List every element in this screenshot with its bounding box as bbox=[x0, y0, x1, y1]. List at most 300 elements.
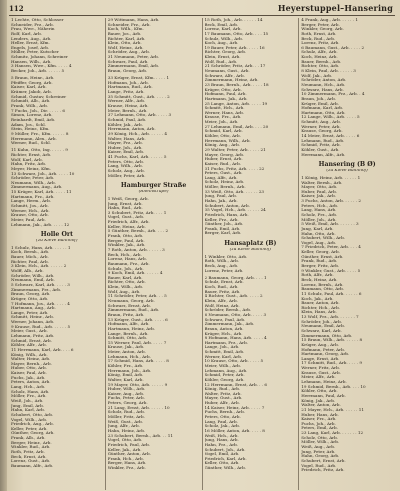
directory-entry: Schubert, Joh., Arb. bbox=[204, 447, 246, 452]
directory-entry: 3 Fuchs, Anton, Arb. . . . . . 2 bbox=[301, 199, 361, 204]
directory-entry: Müller, Peter, Kutscher bbox=[11, 50, 59, 55]
directory-entry: Meier, Anton, Arb. bbox=[107, 350, 146, 355]
directory-entry: Krause, Frz., Arb. bbox=[204, 115, 242, 120]
directory-entry: Kaiser, Frz., Arb. bbox=[301, 417, 337, 422]
directory-entry: Köhler, Georg, Arb. bbox=[204, 377, 245, 382]
directory-entry: Schröder, Joh., Arb. bbox=[301, 319, 343, 324]
directory-entry: Köhler, Otto, Arb. bbox=[301, 389, 338, 394]
directory-entry: Meier, Bernh., Arb. bbox=[107, 108, 148, 113]
directory-entry: Kaiser, Paul, Arb. bbox=[11, 371, 47, 376]
directory-entry: Hahn, Otto, Arb. bbox=[301, 231, 336, 236]
directory-entry: 9 Müller, Frz., Kfm. . . . . . 8 bbox=[11, 131, 69, 136]
directory-entry: Winkler, Georg, Arb. bbox=[301, 27, 344, 32]
directory-entry: Schmid, Gustav, Schreiner bbox=[11, 94, 67, 99]
directory-entry: Schmitz, Johann, Schreiner bbox=[11, 55, 68, 60]
directory-entry: Friedrich, Karl, Arb. bbox=[204, 456, 247, 461]
directory-entry: Keller, Peter, Arb. bbox=[11, 426, 48, 431]
directory-entry: 12 Lange, Wilh., Arb. . . . . 5 bbox=[301, 115, 360, 120]
directory-entry: 12 Herrmann, Ernst, Arb. . . 6 bbox=[204, 382, 267, 387]
directory-entry: Herrmann, Joh., Arb. bbox=[107, 368, 152, 373]
directory-entry: Kaiser, Karl, Arb. bbox=[11, 85, 47, 90]
column-4 bbox=[299, 18, 395, 490]
directory-entry: Braun, Georg, Arb. bbox=[11, 292, 51, 297]
directory-entry: Lange, Ernst, Arb. bbox=[301, 356, 340, 361]
directory-entry: 10 Krause, Otto, Arb. . . . . 5 bbox=[204, 359, 264, 364]
directory-entry: Hofmann, Karl, Arb. bbox=[301, 106, 344, 111]
directory-entry: Neumann, Emil, Arb. bbox=[301, 324, 346, 329]
directory-entry: Braun, Anton, Arb. bbox=[204, 326, 244, 331]
directory-entry: Neumann, Hch., Arb. bbox=[301, 82, 346, 87]
directory-entry: 5 Günther, Bernh., Arb. . . . 2 bbox=[107, 229, 169, 234]
directory-entry: Hahn, Fritz, Arb. bbox=[11, 162, 47, 167]
directory-entry: Wolf, Jak., Arb. bbox=[301, 73, 333, 78]
directory-entry: Vogel, Aug., Arb. bbox=[301, 240, 337, 245]
directory-entry: Krause, Heinz, Arb. bbox=[107, 104, 149, 109]
directory-entry: Vogel, Rud., Arb. bbox=[301, 463, 337, 468]
directory-entry: Werner, Peter, Arb. bbox=[301, 124, 341, 129]
directory-entry: Baumann, Alfr., Arb. bbox=[11, 463, 54, 468]
directory-entry: Vogel, Gust., Arb. bbox=[107, 215, 145, 220]
directory-entry: Werner, Hch., Arb. bbox=[11, 208, 50, 213]
directory-entry: 4 Richter, Gust., Arb. . . . . 2 bbox=[204, 294, 263, 299]
directory-entry: Fuchs, Jak., Arb. bbox=[11, 375, 46, 380]
directory-entry: Hahn, Rud., Arb. bbox=[107, 206, 143, 211]
directory-entry: Berger, Hans, Arb. bbox=[107, 461, 147, 466]
directory-entry: Walter, Hans, Arb. bbox=[107, 136, 146, 141]
directory-entry: Klein, Otto, Arb. bbox=[107, 41, 142, 46]
directory-entry: Lang, Wilh., Arb. bbox=[107, 164, 143, 169]
directory-entry: 3 Klein, Hch., Arb. . . . . . 2 bbox=[11, 264, 67, 269]
spacer bbox=[301, 157, 393, 160]
directory-entry: 16 Möller, Anton, Arb. . . . . 8 bbox=[204, 428, 265, 433]
directory-entry: Kaiser, Rud., Arb. bbox=[204, 161, 242, 166]
directory-entry: Bauer, Jos., Arb. bbox=[107, 31, 142, 36]
directory-entry: Richter, Paul, Arb. bbox=[11, 259, 49, 264]
directory-entry: Wolf, Heinz, Arb. bbox=[204, 303, 240, 308]
directory-entry: Pfeiffer, Georg, Arb. bbox=[11, 80, 53, 85]
directory-entry: 2 Baumann, Georg, Arb. . . . 1 bbox=[204, 275, 267, 280]
directory-entry: Scholz, Hans, Arb. bbox=[11, 389, 50, 394]
directory-entry: Heller, Ernst, Kfm. bbox=[11, 41, 50, 46]
street-note: (zu Kleve Bahnhof) bbox=[36, 238, 78, 243]
directory-entry: Hofmann, Paul, Arb. bbox=[204, 92, 247, 97]
directory-entry: Stein, Heinr., Kfm. bbox=[11, 127, 50, 132]
directory-entry: Keller, Frz., Arb. bbox=[204, 217, 239, 222]
directory-entry: Walter, Karl, Arb. bbox=[107, 377, 144, 382]
directory-entry: Krause, Jak., Arb. bbox=[107, 345, 145, 350]
directory-entry: Keller, Jak., Arb. bbox=[107, 447, 142, 452]
directory-entry: 35 Vogel, Hch., Arb. . . . . . 24 bbox=[204, 208, 266, 213]
directory-entry: 23 Lang, Karl, Arb. . . . . . . 12 bbox=[301, 431, 364, 436]
directory-entry: Schulz, Alfr., Arb. bbox=[301, 50, 338, 55]
directory-entry: 1 Weiß, Georg, Arb. bbox=[107, 196, 149, 201]
page-header bbox=[9, 4, 395, 16]
directory-entry: Baumann, Frz., Arb. bbox=[107, 261, 150, 266]
directory-entry: Friedrich, Fritz, Arb. bbox=[301, 468, 345, 473]
directory-entry: Beck, Ernst, Arb. bbox=[11, 454, 47, 459]
street-heading: Hamburger Straße bbox=[120, 182, 187, 190]
directory-entry: Günther, Wilh., Arb. bbox=[204, 466, 246, 471]
directory-entry: Winkler, Frz., Arb. bbox=[107, 466, 146, 471]
directory-entry: Lehmann, Aug., Arb. bbox=[204, 368, 248, 373]
directory-entry: Schmid, Karl, Arb. bbox=[204, 129, 243, 134]
directory-entry: Jung, Alfr., Arb. bbox=[107, 424, 140, 429]
directory-entry: Frank, Hch., Arb. bbox=[107, 456, 144, 461]
directory-entry: Jung, Paul, Arb. bbox=[204, 194, 238, 199]
directory-entry: 17 Schmitt, Rud., Arb. . . . . 9 bbox=[301, 361, 362, 366]
directory-entry: Zimmermann, Rud., Arb. bbox=[107, 308, 160, 313]
directory-entry: Richter, Otto, Arb. bbox=[107, 280, 146, 285]
directory-entry: 21 Schröder, Fritz, Arb. . . 17 bbox=[204, 64, 266, 69]
directory-entry: 11 Kuhn, Otto, Ing. . . . . . 9 bbox=[11, 148, 68, 153]
directory-entry: Lorenz, Hans, Arb. bbox=[107, 257, 147, 262]
directory-entry: Hahn, Jak., Arb. bbox=[204, 198, 238, 203]
directory-entry: Bauer, Fritz, Arb. bbox=[204, 289, 241, 294]
directory-entry: Adam, Jos., Schl. bbox=[11, 122, 46, 127]
directory-entry: Huber, Ernst, Arb. bbox=[204, 157, 243, 162]
directory-entry: 7 Fuchs, Joh., Dir. . . . . . 6 bbox=[11, 108, 65, 113]
directory-entry: 3 Hansen, Wwe., Kfm. . . . . 4 bbox=[11, 64, 72, 69]
directory-entry: Klein, Hans, Arb. bbox=[301, 310, 337, 315]
directory-entry: Meier, Gust., Arb. bbox=[11, 329, 48, 334]
directory-entry: Bauer, Karl, Arb. bbox=[107, 275, 143, 280]
directory-entry: Frank, Alb., Arb. bbox=[11, 436, 46, 441]
directory-entry: Scholz, Aug., Arb. bbox=[107, 169, 145, 173]
directory-entry: 5 Schwarz, Karl, Arb. . . . . 3 bbox=[11, 282, 70, 287]
directory-entry: Mayer, Gust., Arb. bbox=[204, 396, 243, 401]
directory-entry: Schulz, Joh., Arb. bbox=[107, 266, 144, 271]
directory-entry: Beck, Heinz, Arb. bbox=[301, 277, 338, 282]
directory-entry: Schröder, Aug., Arb. bbox=[107, 50, 151, 55]
directory-entry: Krüger, Otto, Arb. bbox=[204, 87, 242, 92]
directory-entry: Lehmann, Fritz, Arb. bbox=[11, 334, 55, 338]
directory-entry: 6 Neumann, Otto, Arb. . . . . 3 bbox=[204, 312, 267, 317]
directory-entry: König, Jak., Arb. bbox=[301, 398, 336, 403]
directory-entry: Hartmann, Frz., Arb. bbox=[11, 194, 55, 199]
street-note: (Rheinstraße) bbox=[138, 189, 169, 194]
directory-entry: Hartmann, Heinz, Arb. bbox=[107, 326, 156, 331]
directory-entry: Frau, Wwe., Näherin bbox=[11, 27, 55, 32]
columns bbox=[9, 18, 395, 490]
directory-entry: Beck, Rud., Arb. bbox=[301, 36, 336, 41]
directory-entry: Lehmann, Hch., Arb. bbox=[107, 354, 151, 359]
directory-entry: Lehmann, Heinz, Arb. bbox=[301, 380, 347, 385]
directory-entry: Weiß, Aug., Arb. bbox=[301, 445, 336, 450]
directory-entry: Scholz, Rud., Arb. bbox=[107, 410, 146, 415]
directory-entry: Günther, Anton, Arb. bbox=[107, 452, 151, 457]
directory-entry: Krämer, Jakob, Arb. bbox=[11, 90, 52, 95]
directory-entry: König, Emil, Arb. bbox=[107, 373, 144, 378]
directory-entry: 13 Wolf, Frz., Arb. . . . . . . 7 bbox=[301, 315, 359, 320]
directory-entry: 7 Friedrich, Peter, Arb. . . . 4 bbox=[301, 245, 361, 250]
directory-entry: Schröder, Peter, Arb. bbox=[11, 176, 55, 181]
directory-entry: König, Wilh., Arb. bbox=[11, 352, 48, 357]
directory-entry: Lange, Bernh., Arb. bbox=[107, 331, 149, 336]
directory-entry: Peters, Georg, Arb. bbox=[107, 401, 148, 406]
directory-entry: Vogel, Otto, Arb. bbox=[107, 438, 143, 443]
directory-entry: Meier, Alfr., Arb. bbox=[301, 375, 336, 380]
directory-entry: Möller, Joh., Arb. bbox=[301, 217, 337, 222]
directory-entry: 4 Frank, Aug., Arb. . . . . . 1 bbox=[301, 18, 358, 22]
directory-entry: Köhler, Frz., Arb. bbox=[107, 363, 144, 368]
directory-entry: Richter, Karl, Arb. bbox=[107, 36, 146, 41]
directory-entry: 7 Hofmann, Jos., Arb. . . . . 4 bbox=[11, 301, 70, 306]
directory-entry: Werner, Fritz, Arb. bbox=[301, 366, 341, 371]
directory-entry: Friedrich, Alfr., Arb. bbox=[107, 220, 150, 225]
directory-entry: Krüger, Otto, Arb. bbox=[11, 296, 49, 301]
directory-entry: Koch, Rud., Arb. bbox=[204, 285, 239, 290]
directory-entry: Baumann, Otto, Arb. bbox=[301, 287, 345, 292]
directory-entry: Weiß, Joh., Arb. bbox=[11, 398, 44, 403]
directory-entry: Fuchs, Joh., Arb. bbox=[301, 421, 336, 426]
directory-entry: Möller, Bernh., Arb. bbox=[204, 185, 246, 190]
directory-entry: 23 Schubert, Bernh., Arb. . . 11 bbox=[107, 433, 173, 438]
directory-entry: Meier, Joh., Arb. bbox=[204, 120, 239, 125]
directory-entry: Möller, Frz., Arb. bbox=[11, 394, 47, 399]
directory-entry: 10 Zimmermann, Frz., Arb. . 4 bbox=[301, 92, 365, 97]
directory-entry: Hofmann, Joh., Arb. bbox=[107, 80, 149, 85]
directory-entry: Beck, Emil, Arb. bbox=[204, 22, 239, 27]
directory-entry: 15 Krüger, Karl, Arb. . . . . 11 bbox=[11, 190, 72, 195]
directory-entry: 39 König, Hch., Arb. . . . . . 4 bbox=[107, 131, 167, 136]
directory-entry: Wolff, Alb., Arb. bbox=[11, 269, 44, 274]
directory-entry: Schröder, Wilh., Arb. bbox=[11, 273, 55, 278]
directory-entry: Friedrich, Aug., Arb. bbox=[11, 422, 54, 427]
directory-entry: Hofmann, Alfr., Arb. bbox=[107, 322, 150, 327]
directory-entry: Schröder, Bernh., Arb. bbox=[204, 308, 252, 313]
directory-entry: Bauer, Bernh., Arb. bbox=[301, 59, 342, 64]
directory-entry: Walter, Bernh., Arb. bbox=[301, 180, 343, 185]
directory-entry: Huber, Joh., Arb. bbox=[107, 145, 143, 150]
directory-entry: Köhler, Gust., Arb. bbox=[301, 147, 340, 152]
directory-entry: Becker, Joh., Arb. . . . . . 5 bbox=[11, 69, 65, 74]
directory-entry: 13 Krüger, Gust., Arb. . . . . 6 bbox=[107, 317, 168, 322]
directory-entry: Klein, Wilh., Arb. bbox=[107, 285, 144, 290]
directory-entry: Günther, Ernst, Arb. bbox=[301, 254, 344, 259]
directory-entry: Zimmermann, Heinz, Arb. bbox=[204, 78, 259, 83]
binding-edge bbox=[0, 0, 7, 491]
directory-entry: Zimmermann, Frz., Arb. bbox=[11, 287, 62, 292]
directory-entry: Weiß, Hch., Arb. bbox=[204, 433, 239, 438]
directory-entry: Werner, Karl, Arb. bbox=[204, 354, 243, 359]
directory-entry: Frank, Otto, Arb. bbox=[107, 234, 144, 239]
directory-entry: Koch, Bernh., Arb. bbox=[11, 250, 50, 255]
directory-entry: Krüger, Aug., Arb. bbox=[301, 342, 340, 347]
directory-entry: Hahn, Georg, Arb. bbox=[301, 454, 340, 459]
directory-entry: 35 Schmitt, Gust., Arb. . . . . 2 bbox=[107, 94, 170, 99]
directory-entry: Neumann, Wilh., Arb. bbox=[11, 180, 56, 185]
directory-entry: 19 Bauer, Peter, Arb. . . . . 16 bbox=[204, 45, 265, 50]
directory-entry: Berger, Paul, Arb. bbox=[107, 238, 145, 243]
directory-entry: Schmid, Paul, Arb. bbox=[107, 117, 147, 122]
street-note: (zu Kleve Bahnhof) bbox=[326, 168, 368, 173]
directory-entry: Keller, Heinz, Arb. bbox=[107, 224, 146, 229]
directory-entry: Möller, Peter, Arb. bbox=[107, 173, 146, 178]
directory-entry: Roth, Fritz, Arb. bbox=[11, 450, 45, 455]
directory-entry: 9 Krause, Rud., Arb. . . . . . 5 bbox=[11, 324, 71, 329]
directory-entry: Schubert, Anton, Arb. bbox=[204, 203, 250, 208]
directory-entry: Huber, Alfr., Arb. bbox=[204, 401, 240, 406]
directory-entry: Lange, Herm., Arb. bbox=[11, 199, 52, 204]
directory-entry: Möller, Wilh., Arb. bbox=[301, 440, 340, 445]
directory-entry: Bauer, Anton, Arb. bbox=[301, 301, 340, 306]
directory-entry: 5 Braun, Heinr., Arb. bbox=[11, 76, 55, 81]
directory-entry: Hartmann, Rud., Arb. bbox=[107, 85, 153, 90]
directory-entry: Meier, Wilh., Arb. bbox=[204, 363, 242, 368]
directory-entry: Koch, Wilh., Kfm. bbox=[107, 27, 144, 32]
directory-entry: Hartmann, Aug., Arb. bbox=[11, 306, 56, 311]
directory-entry: Peters, Anton, Arb. bbox=[11, 380, 51, 385]
column-3 bbox=[203, 18, 300, 490]
directory-entry: Huber, Paul, Arb. bbox=[301, 189, 338, 194]
directory-entry: 3 Schubert, Fritz, Arb. . . . 1 bbox=[107, 210, 167, 215]
spacer bbox=[108, 178, 200, 181]
directory-entry: 7 Roth, Anton, Arb. . . . . . 3 bbox=[107, 247, 165, 252]
directory-entry: 41 Fuchs, Karl, Arb. . . . . . 5 bbox=[107, 155, 167, 160]
directory-entry: Schmidt, Alb., Arb. bbox=[11, 99, 51, 104]
directory-entry: Mayer, Otto, Arb. bbox=[301, 185, 338, 190]
directory-entry: Meier, Paul, Arb. bbox=[11, 217, 46, 222]
directory-entry: Walter, Heinz, Arb. bbox=[11, 357, 51, 362]
directory-entry: Krüger, Hch., Arb. bbox=[204, 331, 243, 336]
directory-entry: Lange, Fritz, Arb. bbox=[107, 90, 145, 95]
directory-entry: Schulz, Ernst, Arb. bbox=[204, 280, 244, 285]
street-note: (zu Kleve Bahnhof) bbox=[229, 247, 272, 252]
column-2 bbox=[106, 18, 203, 490]
directory-entry: Werner, Johann, Arb. bbox=[11, 320, 55, 325]
directory-entry: Schwarz, Karl, Arb. bbox=[301, 329, 342, 333]
directory-entry: Roth, Alfr., Arb. bbox=[301, 273, 334, 278]
directory-entry: Lorenz, Peter, Arb. bbox=[204, 268, 244, 273]
directory-entry: 25 Lange, Anton, Arb. . . . . 19 bbox=[204, 101, 268, 106]
directory-entry: Schulz, Wilh., Arb. bbox=[204, 36, 244, 41]
directory-entry: Schneider, Frz., Arb. bbox=[11, 22, 54, 27]
directory-entry: Roth, Ernst, Arb. bbox=[301, 31, 337, 36]
directory-entry: Köhler, Alfr., Arb. bbox=[11, 343, 47, 348]
directory-entry: 9 Winkler, Gust., Arb. . . . . 5 bbox=[301, 268, 361, 273]
directory-entry: Lange, Joh., Arb. bbox=[204, 345, 240, 350]
directory-entry: Lang, Alfr., Arb. bbox=[204, 175, 238, 180]
directory-entry: Zimmermann, Otto, Arb. bbox=[301, 333, 353, 338]
directory-entry: Mayer, Georg, Arb. bbox=[204, 152, 245, 157]
directory-entry: 1 König, Heinz, Arb. . . . . . 1 bbox=[301, 175, 361, 180]
directory-entry: Berger, Karl, Arb. bbox=[204, 231, 242, 236]
directory-entry: Lang, Hch., Arb. bbox=[11, 385, 46, 390]
directory-entry: 8 Klein, Paul, Arb. . . . . . 3 bbox=[301, 69, 356, 74]
directory-entry: Lorenz, Bernh., Arb. bbox=[301, 282, 344, 287]
directory-entry: Schubert, Wilh., Arb. bbox=[301, 236, 345, 241]
directory-entry: Hahn, Karl, Arb. bbox=[11, 408, 46, 413]
directory-entry: Neumann, Emil, Arb. bbox=[11, 278, 55, 283]
directory-entry: Hartmann, Frz., Arb. bbox=[204, 340, 249, 345]
directory-entry: Keller, Otto, Arb. bbox=[204, 461, 240, 466]
directory-entry: 14 Kaiser, Heinz, Arb. . . . . 7 bbox=[204, 405, 265, 410]
street-heading: Hansaplatz (B) bbox=[224, 240, 277, 248]
directory-entry: Peters, Otto, Arb. bbox=[204, 415, 241, 420]
directory-entry: Beck, Aug., Arb. bbox=[204, 264, 239, 269]
directory-entry: Lehmann, Jak., Arb. . . . . 12 bbox=[11, 222, 70, 227]
directory-entry: Krause, Otto, Arb. bbox=[11, 213, 49, 218]
directory-entry: Schubert, Ernst, Arb. bbox=[301, 458, 346, 463]
directory-entry: 13 Schwarz, Joh., Arb. . . . . 10 bbox=[11, 171, 75, 176]
directory-entry: Klein, Ernst, Arb. bbox=[204, 55, 241, 60]
directory-entry: 11 Herrmann, Karl, Arb. . . . 6 bbox=[11, 347, 74, 352]
directory-entry: Lorenz, Karl, Arb. bbox=[204, 27, 242, 32]
directory-entry: Hartmann, Jak., Arb. bbox=[204, 96, 248, 101]
directory-entry: Roth, Wilh., Arb. bbox=[204, 259, 240, 264]
directory-entry: 21 Mayer, Hch., Arb. . . . . . 11 bbox=[301, 407, 364, 412]
directory-entry: 15 Roth, Joh., Arb. . . . . . 14 bbox=[204, 18, 263, 22]
directory-entry: Krause, Georg, Arb. bbox=[301, 129, 343, 134]
directory-entry: 5 Weiß, Emil, Arb. . . . . . . 3 bbox=[301, 222, 359, 227]
directory-entry: Wolf, Rud., Arb. bbox=[204, 59, 238, 64]
directory-entry: Herrmann, Alex., Arb. bbox=[11, 136, 57, 141]
directory-entry: Schröder, Anton, Arb. bbox=[301, 78, 347, 83]
directory-entry: Berger, Peter, Arb. bbox=[301, 22, 340, 27]
directory-entry: 17 Baumann, Otto, Arb. . . . 15 bbox=[204, 31, 269, 36]
directory-entry: Scholz, Jak., Arb. bbox=[204, 424, 241, 429]
directory-entry: Huber, Wilh., Arb. bbox=[107, 387, 146, 392]
directory-entry: Schmid, Fritz, Arb. bbox=[301, 143, 341, 148]
directory-entry: Braun, Fritz, Arb. bbox=[107, 312, 145, 317]
directory-entry: Herrmann, Paul, Arb. bbox=[301, 393, 346, 398]
directory-entry: Günther, Georg, Arb. bbox=[11, 431, 55, 436]
directory-entry: Simon, Lorenz, Arb. bbox=[11, 113, 53, 118]
directory-entry: Jung, Karl, Arb. bbox=[301, 226, 334, 231]
directory-entry: Kaiser, Aug., Arb. bbox=[107, 391, 145, 396]
directory-entry: Peters, Emil, Arb. bbox=[301, 426, 338, 431]
directory-entry: Krause, Gust., Arb. bbox=[301, 370, 341, 375]
directory-entry: Schwarz, Paul, Arb. bbox=[204, 317, 246, 322]
directory-entry: Hartmann, Otto, Arb. bbox=[301, 110, 346, 115]
spacer bbox=[11, 227, 103, 230]
directory-entry: Lorenz, Gust., Arb. bbox=[11, 459, 51, 464]
directory-entry: Vogel, Emil, Arb. bbox=[204, 452, 240, 457]
directory-entry: Scholz, Otto, Arb. bbox=[301, 435, 339, 440]
directory-entry: Huber, Otto, Arb. bbox=[11, 366, 47, 371]
directory-entry: Scholz, Heinz, Arb. bbox=[204, 180, 245, 185]
directory-entry: Mayer, Frz., Arb. bbox=[107, 141, 143, 146]
directory-entry: 9 Koch, Emil, Arb. . . . . . 4 bbox=[107, 271, 163, 276]
directory-entry: 19 Schmid, Bernh., Arb. . . . 10 bbox=[301, 384, 366, 389]
directory-entry: 31 Fuchs, Fritz, Arb. . . . . 22 bbox=[204, 166, 265, 171]
directory-entry: Vogel, Wilh., Arb. bbox=[11, 417, 48, 422]
running-head: Heyerstuppel–Hansering bbox=[277, 3, 393, 13]
directory-entry: Günther, Joh., Arb. bbox=[204, 222, 244, 227]
directory-entry: 11 Schröder, Peter, Arb. . . 5 bbox=[107, 294, 167, 299]
directory-entry: Braun, Joh., Arb. bbox=[301, 96, 337, 101]
directory-entry: Schmid, Ernst, Arb. bbox=[11, 338, 52, 343]
directory-entry: Zimmermann, Emil, Arb. bbox=[107, 64, 160, 69]
directory-entry: Winkler, Jak., Arb. bbox=[107, 243, 146, 248]
directory-entry: Köhler, Jak., Arb. bbox=[107, 122, 143, 127]
directory-entry: Hahn, Heinz, Arb. bbox=[107, 428, 146, 433]
directory-entry: 33 Weiß, Otto, Arb. . . . . . 23 bbox=[204, 189, 265, 194]
spacer bbox=[205, 236, 297, 239]
directory-entry: 11 Schulz, Paul, Arb. . . . . . 6 bbox=[301, 291, 362, 296]
directory-entry: Krüger, Emil, Arb. bbox=[301, 101, 339, 106]
directory-entry: Keller, Georg, Arb. bbox=[301, 250, 340, 255]
directory-entry: 15 Braun, Wilh., Arb. . . . . . 8 bbox=[301, 338, 363, 343]
directory-entry: Schmitt, Emil, Arb. bbox=[204, 350, 245, 355]
directory-entry: Herrmann, Alfr., Arb. bbox=[301, 152, 346, 157]
directory-entry: Köhler, Otto, Arb. bbox=[204, 134, 241, 139]
directory-entry: König, Aug., Arb. bbox=[204, 143, 241, 148]
directory-entry: Friedrich, Paul, Arb. bbox=[107, 442, 151, 447]
directory-entry: Richter, Georg, Arb. bbox=[204, 50, 247, 55]
directory-entry: 29 Wittmann, Hans, Arb. bbox=[107, 18, 160, 22]
directory-entry: Peters, Otto, Arb. bbox=[107, 159, 145, 164]
